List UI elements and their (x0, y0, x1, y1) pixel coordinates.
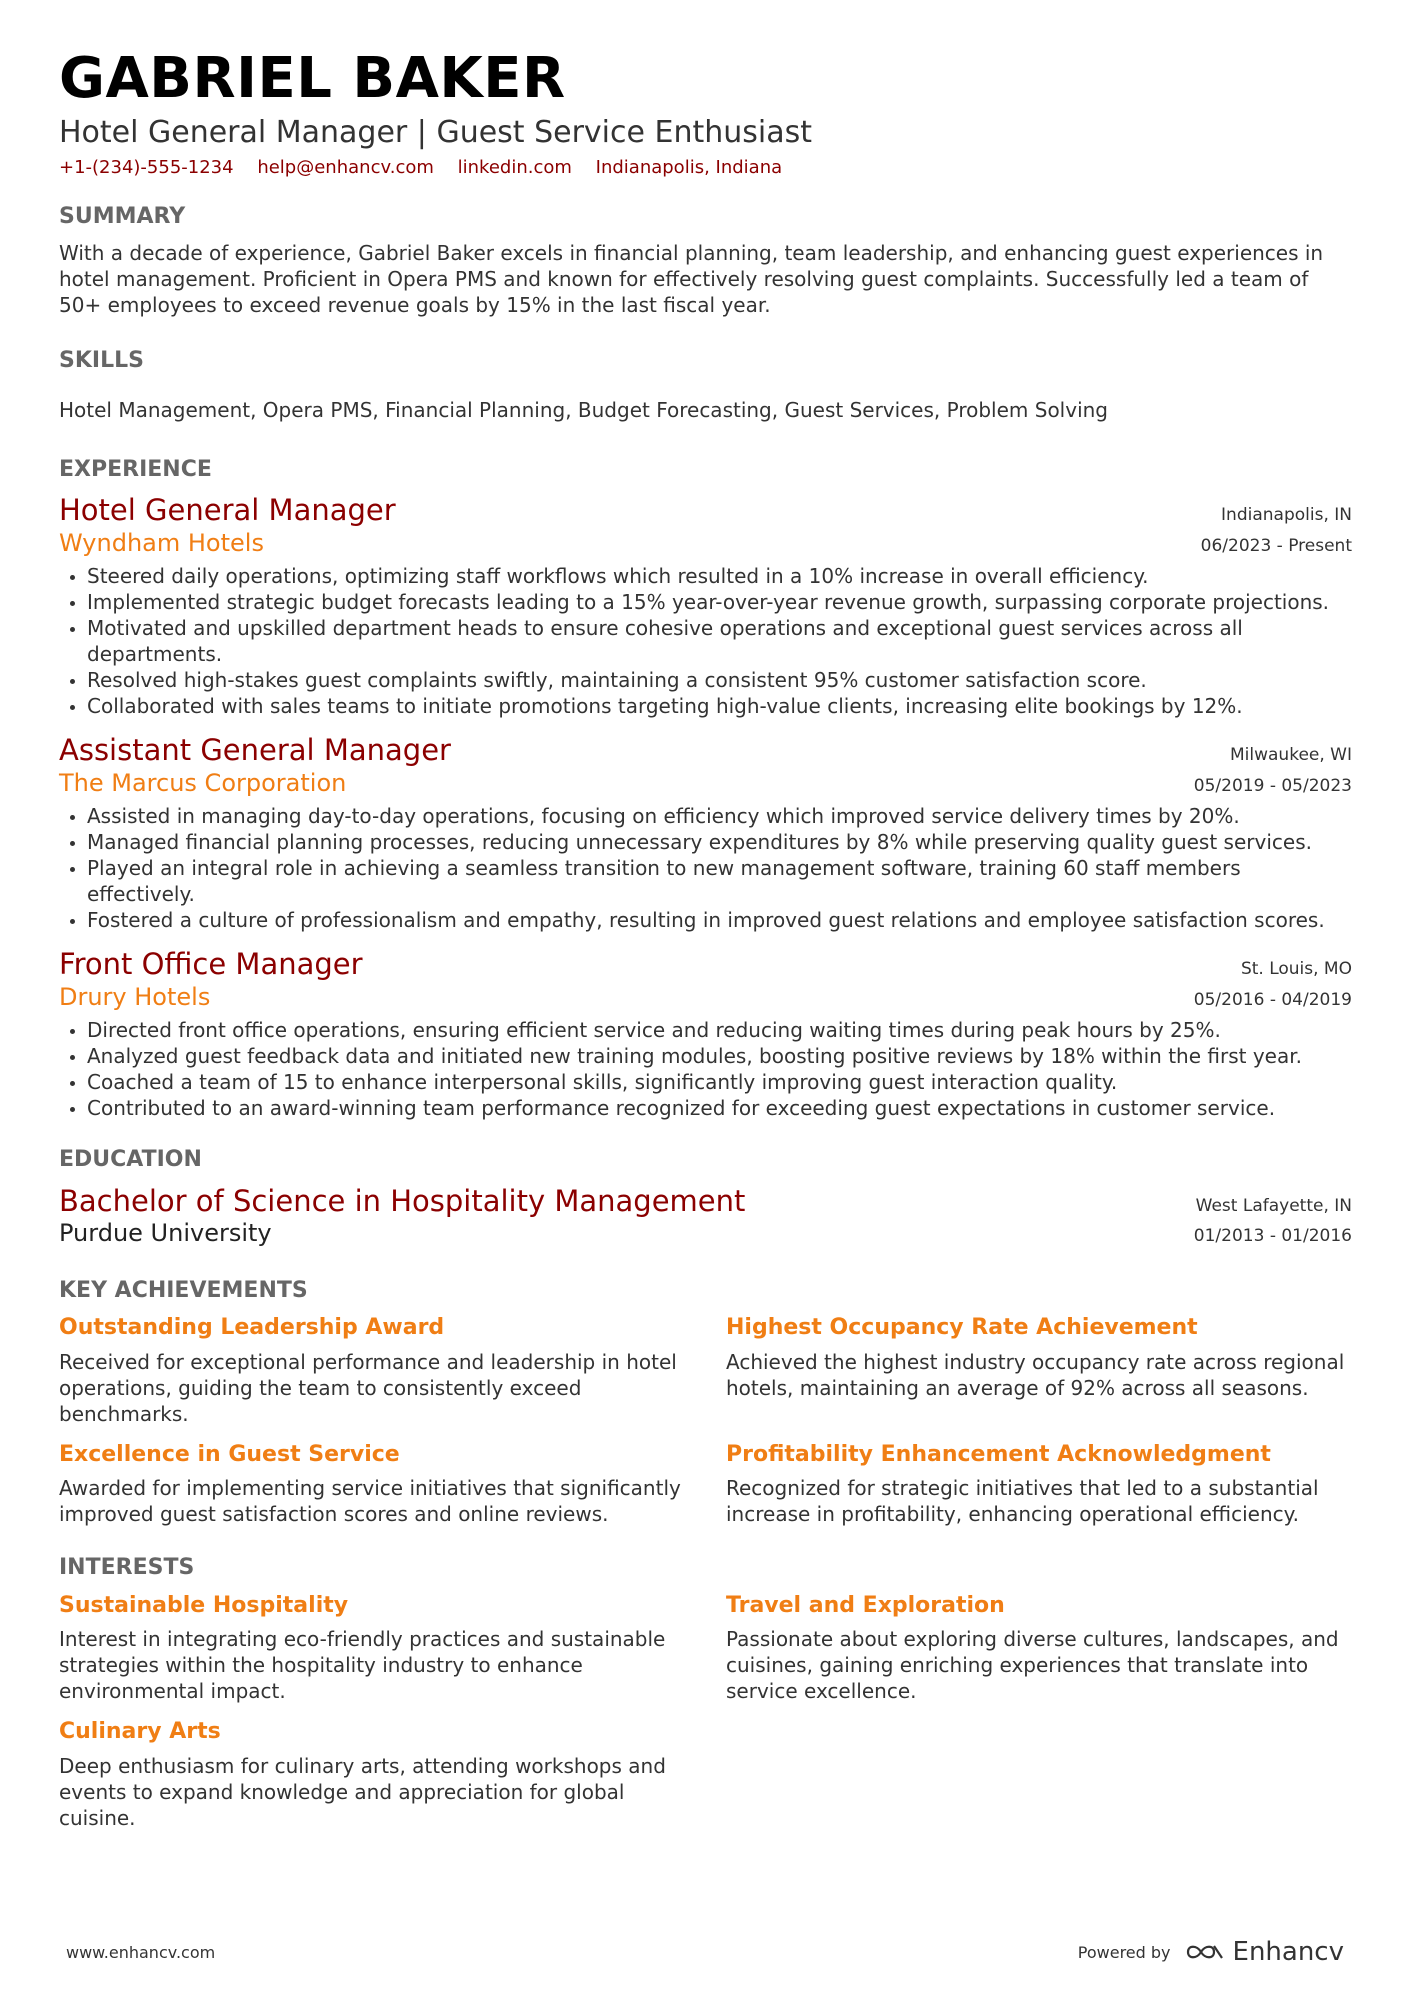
bullet: • Steered daily operations, optimizing staff workflows which resulted in a 10% increase in overall efficiency. (87, 563, 1352, 589)
achievement-text: Recognized for strategic initiatives that led to a substantial increase in profitability, enhancing operational efficiency. (726, 1476, 1319, 1527)
headline: Hotel General Manager | Guest Service Enthusiast (59, 114, 813, 150)
experience-entry (59, 733, 1352, 933)
bullet: • Directed front office operations, ensuring efficient service and reducing waiting times during peak hours by 25%. (87, 1017, 1352, 1043)
education-entry (59, 1184, 1352, 1250)
achievement-title: Excellence in Guest Service (59, 1441, 400, 1467)
interests-grid (59, 1592, 1352, 1845)
school-location: West Lafayette, IN (1195, 1195, 1352, 1216)
powered-by-brand (1078, 1937, 1344, 1967)
bullet: • Coached a team of 15 to enhance interpersonal skills, significantly improving guest interaction quality. (87, 1069, 1352, 1095)
job-title: Hotel General Manager (59, 493, 396, 528)
skills-heading: SKILLS (59, 348, 144, 374)
company-name: The Marcus Corporation (59, 769, 347, 798)
bullet: • Assisted in managing day-to-day operations, focusing on efficiency which improved service delivery times by 20%. (87, 803, 1352, 829)
location-text: Indianapolis, Indiana (595, 157, 783, 179)
experience-heading: EXPERIENCE (59, 456, 212, 482)
powered-by-label: Powered by (1077, 1942, 1171, 1962)
brand-name: Enhancv (1232, 1937, 1344, 1967)
brand-logo[interactable] (1185, 1937, 1344, 1967)
bullet: • Fostered a culture of professionalism and empathy, resulting in improved guest relations and employee satisfaction scores. (87, 907, 1352, 933)
interests-heading: INTERESTS (59, 1555, 195, 1581)
phone-link[interactable]: +1-(234)-555-1234 (59, 157, 234, 179)
achievements-grid (59, 1314, 1352, 1541)
interest-title: Culinary Arts (59, 1719, 221, 1745)
bullet: • Motivated and upskilled department heads to ensure cohesive operations and exceptional guest services across all departments. (87, 615, 1352, 667)
achievement-title: Highest Occupancy Rate Achievement (726, 1314, 1198, 1340)
job-bullets (59, 563, 1352, 719)
summary-text: With a decade of experience, Gabriel Baker excels in financial planning, team leadership, and enhancing guest experiences in hotel management. Proficient in Opera PMS and known for effectively resolving guest complaints. Successfully led a team of 50+ employees to exceed revenue goals by 15% in the last fiscal year. (59, 241, 1324, 318)
contact-line (59, 157, 1352, 178)
company-name: Wyndham Hotels (59, 529, 264, 558)
skills-text: Hotel Management, Opera PMS, Financial Planning, Budget Forecasting, Guest Services, Problem Solving (59, 397, 1108, 422)
bullet: • Played an integral role in achieving a seamless transition to new management software, training 60 staff members effectively. (87, 855, 1352, 907)
achievement-title: Profitability Enhancement Acknowledgment (726, 1441, 1271, 1467)
interest-item (726, 1592, 1393, 1705)
achievement-title: Outstanding Leadership Award (59, 1314, 445, 1340)
school-name: Purdue University (59, 1219, 272, 1248)
job-location: Milwaukee, WI (1230, 745, 1352, 766)
interest-item (59, 1592, 726, 1705)
job-bullets (59, 1017, 1352, 1121)
achievement-text: Achieved the highest industry occupancy rate across regional hotels, maintaining an average of 92% across all seasons. (726, 1349, 1345, 1400)
linkedin-link[interactable]: linkedin.com (457, 157, 572, 179)
page-footer (66, 1937, 1344, 1967)
job-title: Assistant General Manager (59, 733, 451, 768)
achievement-text: Received for exceptional performance and leadership in hotel operations, guiding the team to consistently exceed benchmarks. (59, 1349, 677, 1426)
enhancv-logo-icon (1185, 1941, 1225, 1963)
job-title: Front Office Manager (59, 947, 363, 982)
job-location: Indianapolis, IN (1221, 505, 1352, 526)
interest-text: Deep enthusiasm for culinary arts, attending workshops and events to expand knowledge and appreciation for global cuisine. (59, 1753, 666, 1830)
achievement-item (726, 1314, 1393, 1427)
summary-heading: SUMMARY (59, 204, 186, 230)
achievement-item (59, 1441, 726, 1528)
school-dates: 01/2013 - 01/2016 (1193, 1226, 1352, 1247)
bullet: • Analyzed guest feedback data and initiated new training modules, boosting positive reviews by 18% within the first year. (87, 1043, 1352, 1069)
email-link[interactable]: help@enhancv.com (257, 157, 434, 179)
company-name: Drury Hotels (59, 983, 211, 1012)
interest-text: Passionate about exploring diverse cultures, landscapes, and cuisines, gaining enriching experiences that translate into service excellence. (726, 1627, 1339, 1704)
achievement-text: Awarded for implementing service initiatives that significantly improved guest satisfaction scores and online reviews. (59, 1476, 681, 1527)
achievements-heading: KEY ACHIEVEMENTS (59, 1277, 308, 1303)
job-dates: 06/2023 - Present (1200, 536, 1352, 557)
job-dates: 05/2016 - 04/2019 (1193, 990, 1352, 1011)
achievement-item (59, 1314, 726, 1427)
achievement-item (726, 1441, 1393, 1528)
bullet: • Implemented strategic budget forecasts leading to a 15% year-over-year revenue growth, surpassing corporate projections. (87, 589, 1352, 615)
interest-item (59, 1718, 726, 1831)
interest-title: Travel and Exploration (726, 1592, 1005, 1618)
candidate-name: GABRIEL BAKER (59, 46, 566, 111)
job-dates: 05/2019 - 05/2023 (1193, 776, 1352, 797)
bullet: • Resolved high-stakes guest complaints swiftly, maintaining a consistent 95% customer satisfaction score. (87, 667, 1352, 693)
interest-title: Sustainable Hospitality (59, 1592, 349, 1618)
education-heading: EDUCATION (59, 1147, 202, 1173)
bullet: • Managed financial planning processes, reducing unnecessary expenditures by 8% while preserving quality guest services. (87, 829, 1352, 855)
job-location: St. Louis, MO (1240, 959, 1352, 980)
bullet: • Contributed to an award-winning team performance recognized for exceeding guest expectations in customer service. (87, 1095, 1352, 1121)
degree: Bachelor of Science in Hospitality Management (59, 1183, 746, 1218)
interest-text: Interest in integrating eco-friendly practices and sustainable strategies within the hospitality industry to enhance environmental impact. (59, 1627, 666, 1704)
experience-entry (59, 947, 1352, 1121)
experience-entry (59, 493, 1352, 719)
bullet: • Collaborated with sales teams to initiate promotions targeting high-value clients, increasing elite bookings by 12%. (87, 693, 1352, 719)
job-bullets (59, 803, 1352, 933)
footer-site-link[interactable]: www.enhancv.com (66, 1942, 216, 1962)
